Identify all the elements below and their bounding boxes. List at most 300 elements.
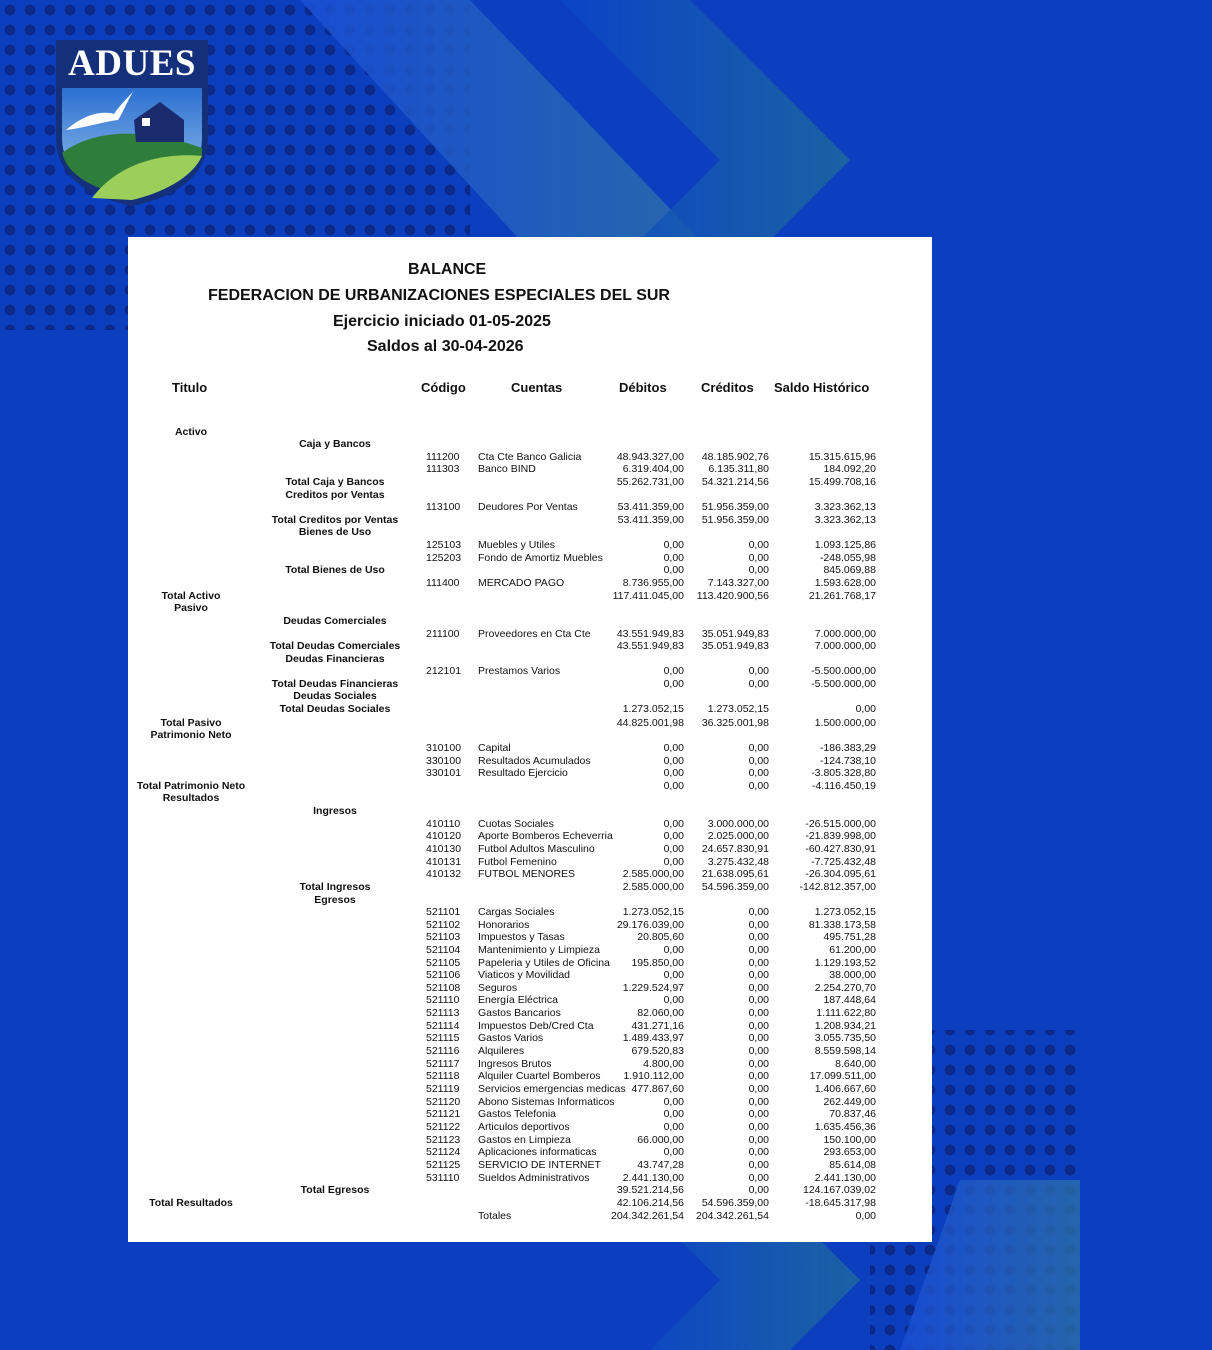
row-credit: 0,00 <box>748 919 769 931</box>
row-subtitle: Total Deudas Comerciales <box>269 640 401 652</box>
row-debit: 0,00 <box>663 564 684 576</box>
row-balance: 3.055.735,50 <box>814 1032 876 1044</box>
row-balance: 187.448,64 <box>823 994 876 1006</box>
row-balance: 3.323.362,13 <box>814 501 876 513</box>
row-subtitle: Total Deudas Sociales <box>279 703 391 715</box>
row-debit: 66.000,00 <box>637 1134 684 1146</box>
row-debit: 42.106.214,56 <box>616 1197 684 1209</box>
row-credit: 0,00 <box>748 969 769 981</box>
table-row <box>128 1121 932 1134</box>
row-code: 521116 <box>426 1045 460 1057</box>
row-balance: 0,00 <box>855 703 876 715</box>
row-credit: 0,00 <box>748 1172 769 1184</box>
row-debit: 117.411.045,00 <box>612 590 684 602</box>
row-debit: 29.176.039,00 <box>616 919 684 931</box>
table-row <box>128 1146 932 1159</box>
row-code: 113100 <box>426 501 461 513</box>
row-account: Impuestos y Tasas <box>478 931 565 943</box>
row-subtitle: Caja y Bancos <box>299 438 371 450</box>
row-balance: 8.559.598,14 <box>814 1045 876 1057</box>
row-account: Aplicaciones informaticas <box>478 1146 597 1158</box>
row-balance: -18.645.317,98 <box>805 1197 876 1209</box>
row-credit: 0,00 <box>748 1184 769 1196</box>
row-credit: 0,00 <box>748 957 769 969</box>
row-code: 330101 <box>426 767 462 779</box>
row-title: Total Patrimonio Neto <box>136 780 246 792</box>
row-debit: 53.411.359,00 <box>617 501 684 513</box>
row-subtitle: Total Ingresos <box>299 881 371 893</box>
row-credit: 0,00 <box>748 1070 769 1082</box>
row-code: 410130 <box>426 843 462 855</box>
row-credit: 0,00 <box>748 1096 769 1108</box>
row-balance: 61.200,00 <box>829 944 876 956</box>
row-account: Deudores Por Ventas <box>478 501 578 513</box>
row-code: 310100 <box>426 742 462 754</box>
row-title: Pasivo <box>174 602 208 614</box>
row-code: 410120 <box>426 830 462 842</box>
row-balance: -142.812.357,00 <box>799 881 876 893</box>
row-balance: 1.406.667,60 <box>814 1083 876 1095</box>
row-code: 521124 <box>426 1146 461 1158</box>
table-row <box>128 1007 932 1020</box>
row-credit: 36.325.001,98 <box>701 717 769 729</box>
table-row <box>128 1070 932 1083</box>
row-account: Sueldos Administrativos <box>478 1172 590 1184</box>
row-code: 521121 <box>426 1108 461 1120</box>
row-balance: 3.323.362,13 <box>814 514 876 526</box>
row-credit: 51.956.359,00 <box>701 514 769 526</box>
table-row <box>128 438 932 451</box>
row-title: Patrimonio Neto <box>150 729 232 741</box>
row-debit: 0,00 <box>663 843 684 855</box>
row-account: Gastos Varios <box>478 1032 544 1044</box>
row-debit: 4.800,00 <box>643 1058 684 1070</box>
row-balance: 1.093.125,86 <box>814 539 876 551</box>
row-account: Seguros <box>478 982 518 994</box>
table-row <box>128 564 932 577</box>
row-code: 212101 <box>426 665 462 677</box>
row-account: Totales <box>478 1210 512 1222</box>
row-balance: 1.111.622,80 <box>816 1007 876 1019</box>
row-debit: 0,00 <box>663 969 684 981</box>
balance-document <box>128 237 932 1242</box>
row-account: Articulos deportivos <box>478 1121 570 1133</box>
row-balance: 2.441.130,00 <box>814 1172 876 1184</box>
row-credit: 0,00 <box>748 906 769 918</box>
row-code: 330100 <box>426 755 462 767</box>
row-code: 125203 <box>426 552 462 564</box>
row-code: 521123 <box>426 1134 461 1146</box>
row-account: Gastos Bancarios <box>478 1007 561 1019</box>
row-debit: 43.747,28 <box>637 1159 684 1171</box>
row-debit: 2.585.000,00 <box>622 881 684 893</box>
row-code: 111200 <box>426 451 460 463</box>
table-row <box>128 931 932 944</box>
row-debit: 0,00 <box>663 994 684 1006</box>
row-account: Energía Eléctrica <box>478 994 558 1006</box>
row-credit: 7.143.327,00 <box>707 577 769 589</box>
row-debit: 477.867,60 <box>631 1083 684 1095</box>
row-code: 521108 <box>426 982 461 994</box>
row-title: Total Pasivo <box>160 717 222 729</box>
table-row <box>128 792 932 805</box>
row-title: Activo <box>174 426 208 438</box>
row-credit: 0,00 <box>748 1134 769 1146</box>
row-debit: 195.850,00 <box>631 957 684 969</box>
row-subtitle: Total Creditos por Ventas <box>271 514 399 526</box>
row-account: Ingresos Brutos <box>478 1058 552 1070</box>
table-row <box>128 1159 932 1172</box>
table-row <box>128 1210 932 1223</box>
row-subtitle: Bienes de Uso <box>298 526 372 538</box>
row-account: Alquiler Cuartel Bomberos <box>478 1070 601 1082</box>
period-start: Ejercicio iniciado 01-05-2025 <box>333 313 551 330</box>
row-subtitle: Deudas Sociales <box>293 690 377 702</box>
row-balance: 1.500.000,00 <box>814 717 876 729</box>
row-code: 521101 <box>426 906 461 918</box>
row-debit: 0,00 <box>663 742 684 754</box>
row-code: 521104 <box>426 944 461 956</box>
row-account: Capital <box>478 742 511 754</box>
row-balance: 495.751,28 <box>823 931 876 943</box>
row-credit: 1.273.052,15 <box>707 703 769 715</box>
row-balance: 38.000,00 <box>829 969 876 981</box>
row-title: Resultados <box>162 792 220 804</box>
column-header-creditos: Créditos <box>701 380 754 395</box>
row-debit: 0,00 <box>663 539 684 551</box>
row-credit: 204.342.261,54 <box>696 1210 769 1222</box>
table-row <box>128 577 932 590</box>
row-debit: 39.521.214,56 <box>616 1184 684 1196</box>
row-balance: 7.000.000,00 <box>814 640 876 652</box>
row-code: 521115 <box>426 1032 460 1044</box>
row-credit: 0,00 <box>748 1108 769 1120</box>
row-credit: 0,00 <box>748 931 769 943</box>
row-debit: 0,00 <box>663 665 684 677</box>
row-code: 531110 <box>426 1172 460 1184</box>
row-debit: 43.551.949,83 <box>616 628 684 640</box>
row-balance: 1.273.052,15 <box>814 906 876 918</box>
row-account: MERCADO PAGO <box>478 577 565 589</box>
row-debit: 82.060,00 <box>637 1007 684 1019</box>
table-row <box>128 539 932 552</box>
row-balance: 85.614,08 <box>829 1159 876 1171</box>
row-code: 521120 <box>426 1096 461 1108</box>
row-code: 410131 <box>426 856 462 868</box>
table-row <box>128 1197 932 1210</box>
row-credit: 0,00 <box>748 755 769 767</box>
row-account: Servicios emergencias medicas <box>478 1083 626 1095</box>
row-credit: 113.420.900,56 <box>696 590 769 602</box>
row-credit: 0,00 <box>748 1032 769 1044</box>
row-code: 410110 <box>426 818 461 830</box>
row-balance: 17.099.511,00 <box>809 1070 876 1082</box>
row-balance: 1.635.456,36 <box>814 1121 876 1133</box>
row-debit: 0,00 <box>663 755 684 767</box>
row-code: 111400 <box>426 577 460 589</box>
row-debit: 0,00 <box>663 1121 684 1133</box>
row-account: Gastos Telefonia <box>478 1108 557 1120</box>
row-account: Gastos en Limpieza <box>478 1134 571 1146</box>
row-account: Mantenimiento y Limpieza <box>478 944 600 956</box>
row-debit: 43.551.949,83 <box>616 640 684 652</box>
row-balance: -4.116.450,19 <box>811 780 876 792</box>
row-credit: 0,00 <box>748 1159 769 1171</box>
row-credit: 3.000.000,00 <box>707 818 769 830</box>
row-debit: 0,00 <box>663 552 684 564</box>
row-account: Futbol Femenino <box>478 856 557 868</box>
logo-text: ADUES <box>68 43 196 84</box>
table-row <box>128 690 932 703</box>
row-credit: 6.135.311,80 <box>708 463 769 475</box>
row-account: Resultado Ejercicio <box>478 767 568 779</box>
table-row <box>128 868 932 881</box>
row-title: Total Activo <box>161 590 221 602</box>
row-debit: 0,00 <box>663 780 684 792</box>
row-code: 521114 <box>426 1020 460 1032</box>
row-code: 521125 <box>426 1159 461 1171</box>
row-debit: 679.520,83 <box>631 1045 684 1057</box>
row-subtitle: Creditos por Ventas <box>285 489 385 501</box>
table-row <box>128 665 932 678</box>
row-code: 521119 <box>426 1083 460 1095</box>
table-row <box>128 1108 932 1121</box>
row-balance: 1.208.934,21 <box>814 1020 876 1032</box>
row-account: Muebles y Utiles <box>478 539 556 551</box>
table-row <box>128 1083 932 1096</box>
row-balance: 262.449,00 <box>823 1096 876 1108</box>
row-debit: 0,00 <box>663 1108 684 1120</box>
table-row <box>128 463 932 476</box>
row-balance: 1.129.193,52 <box>814 957 876 969</box>
table-row <box>128 805 932 818</box>
row-balance: -7.725.432,48 <box>811 856 876 868</box>
organization-name: FEDERACION DE URBANIZACIONES ESPECIALES DEL SUR <box>208 287 670 304</box>
row-credit: 2.025.000,00 <box>707 830 769 842</box>
row-debit: 0,00 <box>663 856 684 868</box>
row-account: Prestamos Varios <box>478 665 561 677</box>
row-account: SERVICIO DE INTERNET <box>478 1159 601 1171</box>
row-subtitle: Total Deudas Financieras <box>271 678 399 690</box>
table-row <box>128 476 932 489</box>
row-subtitle: Deudas Comerciales <box>283 615 387 627</box>
row-debit: 2.585.000,00 <box>622 868 684 880</box>
document-title: BALANCE <box>408 261 487 278</box>
table-row <box>128 703 932 716</box>
row-debit: 0,00 <box>663 767 684 779</box>
table-row <box>128 615 932 628</box>
column-header-cuentas: Cuentas <box>511 380 563 395</box>
row-balance: -26.304.095,61 <box>805 868 876 880</box>
row-code: 521122 <box>426 1121 461 1133</box>
table-row <box>128 501 932 514</box>
row-balance: 7.000.000,00 <box>814 628 876 640</box>
row-code: 410132 <box>426 868 462 880</box>
row-balance: 150.100,00 <box>823 1134 876 1146</box>
table-row <box>128 1184 932 1197</box>
row-account: Futbol Adultos Masculino <box>478 843 595 855</box>
row-debit: 44.825.001,98 <box>616 717 684 729</box>
row-subtitle: Total Bienes de Uso <box>285 564 385 576</box>
row-account: Cta Cte Banco Galicia <box>478 451 582 463</box>
row-debit: 1.489.433,97 <box>622 1032 684 1044</box>
row-account: Resultados Acumulados <box>478 755 591 767</box>
row-debit: 1.229.524,97 <box>622 982 684 994</box>
row-balance: 21.261.768,17 <box>808 590 876 602</box>
row-debit: 0,00 <box>663 1146 684 1158</box>
table-row <box>128 944 932 957</box>
row-debit: 0,00 <box>663 830 684 842</box>
row-debit: 204.342.261,54 <box>611 1210 684 1222</box>
row-account: Aporte Bomberos Echeverria <box>478 830 613 842</box>
row-debit: 20.805,60 <box>637 931 684 943</box>
row-debit: 53.411.359,00 <box>617 514 684 526</box>
row-debit: 0,00 <box>663 1096 684 1108</box>
row-code: 125103 <box>426 539 462 551</box>
table-row <box>128 640 932 653</box>
row-credit: 0,00 <box>748 1121 769 1133</box>
row-code: 521117 <box>426 1058 460 1070</box>
row-subtitle: Deudas Financieras <box>285 653 385 665</box>
row-title: Total Resultados <box>149 1197 233 1209</box>
row-credit: 0,00 <box>748 1146 769 1158</box>
table-row <box>128 830 932 843</box>
row-credit: 0,00 <box>748 665 769 677</box>
row-debit: 8.736.955,00 <box>622 577 684 589</box>
row-credit: 0,00 <box>748 1058 769 1070</box>
row-balance: -26.515.000,00 <box>805 818 876 830</box>
row-credit: 35.051.949,83 <box>701 628 769 640</box>
row-debit: 2.441.130,00 <box>622 1172 684 1184</box>
row-credit: 0,00 <box>748 780 769 792</box>
row-account: Cargas Sociales <box>478 906 555 918</box>
row-credit: 0,00 <box>748 742 769 754</box>
table-row <box>128 767 932 780</box>
row-balance: 845.069,88 <box>823 564 876 576</box>
row-balance: -248.055,98 <box>819 552 876 564</box>
column-header-titulo: Titulo <box>172 380 208 395</box>
row-balance: -5.500.000,00 <box>811 665 876 677</box>
row-debit: 431.271,16 <box>631 1020 684 1032</box>
row-debit: 0,00 <box>663 678 684 690</box>
table-row <box>128 742 932 755</box>
row-code: 521118 <box>426 1070 460 1082</box>
row-balance: -5.500.000,00 <box>811 678 876 690</box>
row-code: 521103 <box>426 931 461 943</box>
row-balance: 2.254.270,70 <box>814 982 876 994</box>
row-code: 521105 <box>426 957 461 969</box>
row-credit: 0,00 <box>748 564 769 576</box>
table-row <box>128 906 932 919</box>
row-subtitle: Ingresos <box>313 805 357 817</box>
row-debit: 1.910.112,00 <box>623 1070 684 1082</box>
row-balance: 15.315.615,96 <box>808 451 876 463</box>
row-credit: 0,00 <box>748 944 769 956</box>
row-balance: 81.338.173,58 <box>808 919 876 931</box>
row-account: Impuestos Deb/Cred Cta <box>478 1020 594 1032</box>
row-credit: 0,00 <box>748 678 769 690</box>
table-row <box>128 729 932 742</box>
column-header-codigo: Código <box>421 380 466 395</box>
row-account: Proveedores en Cta Cte <box>478 628 591 640</box>
row-balance: 0,00 <box>855 1210 876 1222</box>
row-subtitle: Total Egresos <box>300 1184 370 1196</box>
row-balance: 15.499.708,16 <box>808 476 876 488</box>
row-credit: 0,00 <box>748 1045 769 1057</box>
row-account: Cuotas Sociales <box>478 818 554 830</box>
row-credit: 3.275.432,48 <box>707 856 769 868</box>
row-balance: -124.738,10 <box>819 755 876 767</box>
row-code: 111303 <box>426 463 460 475</box>
table-row <box>128 969 932 982</box>
row-debit: 6.319.404,00 <box>622 463 684 475</box>
row-account: Alquileres <box>478 1045 525 1057</box>
row-credit: 0,00 <box>748 767 769 779</box>
row-credit: 0,00 <box>748 994 769 1006</box>
row-credit: 0,00 <box>748 539 769 551</box>
row-subtitle: Total Caja y Bancos <box>285 476 385 488</box>
row-credit: 21.638.095,61 <box>701 868 769 880</box>
row-balance: -186.383,29 <box>819 742 876 754</box>
table-row <box>128 994 932 1007</box>
row-credit: 48.185.902,76 <box>701 451 769 463</box>
row-credit: 0,00 <box>748 552 769 564</box>
row-credit: 51.956.359,00 <box>701 501 769 513</box>
table-row <box>128 1045 932 1058</box>
row-credit: 54.596.359,00 <box>701 1197 769 1209</box>
row-account: Abono Sistemas Informaticos <box>478 1096 615 1108</box>
row-code: 521102 <box>426 919 461 931</box>
row-balance: 124.167.039,02 <box>803 1184 876 1196</box>
column-header-saldo: Saldo Histórico <box>774 380 870 395</box>
row-balance: 70.837,46 <box>829 1108 876 1120</box>
row-credit: 54.321.214,56 <box>701 476 769 488</box>
row-balance: -3.805.328,80 <box>811 767 876 779</box>
row-credit: 0,00 <box>748 982 769 994</box>
table-row <box>128 602 932 615</box>
row-code: 521113 <box>426 1007 460 1019</box>
table-row <box>128 881 932 894</box>
adues-logo <box>52 38 212 208</box>
row-subtitle: Egresos <box>314 894 356 906</box>
row-account: Papeleria y Utiles de Oficina <box>478 957 610 969</box>
row-balance: -60.427.830,91 <box>805 843 876 855</box>
row-account: Viaticos y Movilidad <box>478 969 571 981</box>
row-debit: 0,00 <box>663 944 684 956</box>
row-account: Fondo de Amortiz Muebles <box>478 552 603 564</box>
row-credit: 54.596.359,00 <box>701 881 769 893</box>
row-code: 521106 <box>426 969 461 981</box>
row-account: Banco BIND <box>478 463 536 475</box>
row-balance: 8.640,00 <box>835 1058 876 1070</box>
row-balance: 184.092,20 <box>823 463 876 475</box>
table-row <box>128 843 932 856</box>
row-account: FUTBOL MENORES <box>478 868 576 880</box>
balance-date: Saldos al 30-04-2026 <box>367 338 524 355</box>
row-balance: 293.653,00 <box>823 1146 876 1158</box>
row-balance: -21.839.998,00 <box>805 830 876 842</box>
row-credit: 0,00 <box>748 1020 769 1032</box>
row-credit: 35.051.949,83 <box>701 640 769 652</box>
row-credit: 0,00 <box>748 1007 769 1019</box>
row-code: 211100 <box>426 628 460 640</box>
row-account: Honorarios <box>478 919 530 931</box>
row-debit: 0,00 <box>663 818 684 830</box>
column-header-debitos: Débitos <box>619 380 667 395</box>
row-debit: 1.273.052,15 <box>622 906 684 918</box>
row-credit: 24.657.830,91 <box>701 843 769 855</box>
row-code: 521110 <box>426 994 460 1006</box>
